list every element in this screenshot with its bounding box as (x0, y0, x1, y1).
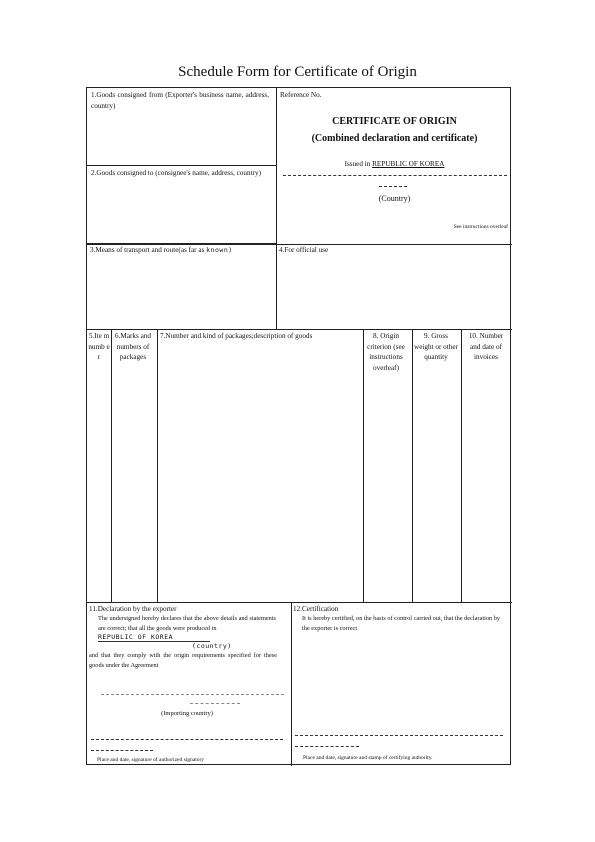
certification-text: It is hereby certified, on the basis of control carried out, that the declaration by the exporter is correct (302, 615, 500, 632)
col-origin-criterion: 8. Origin criterion (see instructions overleaf) (367, 332, 405, 372)
col-gross-weight: 9. Gross weight or other quantity (414, 332, 458, 361)
certificate-heading: CERTIFICATE OF ORIGIN (332, 116, 457, 127)
consignor-label: 1.Goods consigned from (Exporter's business name, address, country) (91, 91, 269, 110)
certificate-form (86, 87, 511, 765)
authority-sign-dashline-2 (295, 746, 359, 747)
country-label: (Country) (378, 194, 411, 203)
page-title: Schedule Form for Certificate of Origin (178, 64, 417, 80)
col-item-number: 5.Ite m numb er (88, 332, 110, 361)
col-marks: 6.Marks and numbers of packages (115, 332, 151, 361)
col-invoices: 10. Number and date of invoices (468, 332, 504, 361)
col-description: 7.Number and kind of packages;description of goods (160, 332, 313, 340)
instructions-note: See instructions overleaf (453, 224, 508, 230)
importing-dashline (101, 694, 284, 695)
issued-prefix: Issued in (344, 160, 371, 168)
reference-label: Reference No. (280, 91, 322, 99)
certificate-subheading: (Combined declaration and certificate) (311, 133, 478, 144)
official-use-label: 4.For official use (279, 246, 329, 254)
importing-dashline-2 (190, 703, 240, 704)
declaration-text: The undersigned hereby declares that the above details and statements are correct; that all the goods were produced in (98, 615, 276, 632)
country-dashline-2 (379, 186, 407, 187)
issued-country: REPUBLIC OF KOREA (372, 160, 445, 168)
consignee-label: 2.Goods consigned to (consignee's name, address, country) (91, 169, 261, 177)
issued-in (277, 159, 512, 170)
exporter-sign-label: Place and date, signature of authorized signatory (97, 757, 205, 763)
transport-label (90, 245, 275, 256)
country-dashline (283, 175, 507, 176)
importing-country-label: (Importing country) (161, 710, 213, 717)
declaration-text-2: and that they comply with the origin requirements specified for these goods under the Agreement (89, 652, 277, 669)
transport-text: 3.Means of transport and route(as far as (90, 246, 205, 254)
exporter-sign-dashline-2 (91, 750, 153, 751)
declaration-country-label: (country) (192, 642, 232, 650)
declaration-country: REPUBLIC OF KOREA (98, 633, 210, 642)
declaration-heading: 11.Declaration by the exporter (89, 605, 177, 613)
exporter-sign-dashline (91, 739, 283, 740)
certification-heading: 12.Certification (293, 605, 339, 613)
transport-known: known) (206, 246, 233, 254)
authority-sign-label: Place and date, signature and stamp of certifying authority. (303, 755, 433, 761)
authority-sign-dashline (295, 735, 503, 736)
